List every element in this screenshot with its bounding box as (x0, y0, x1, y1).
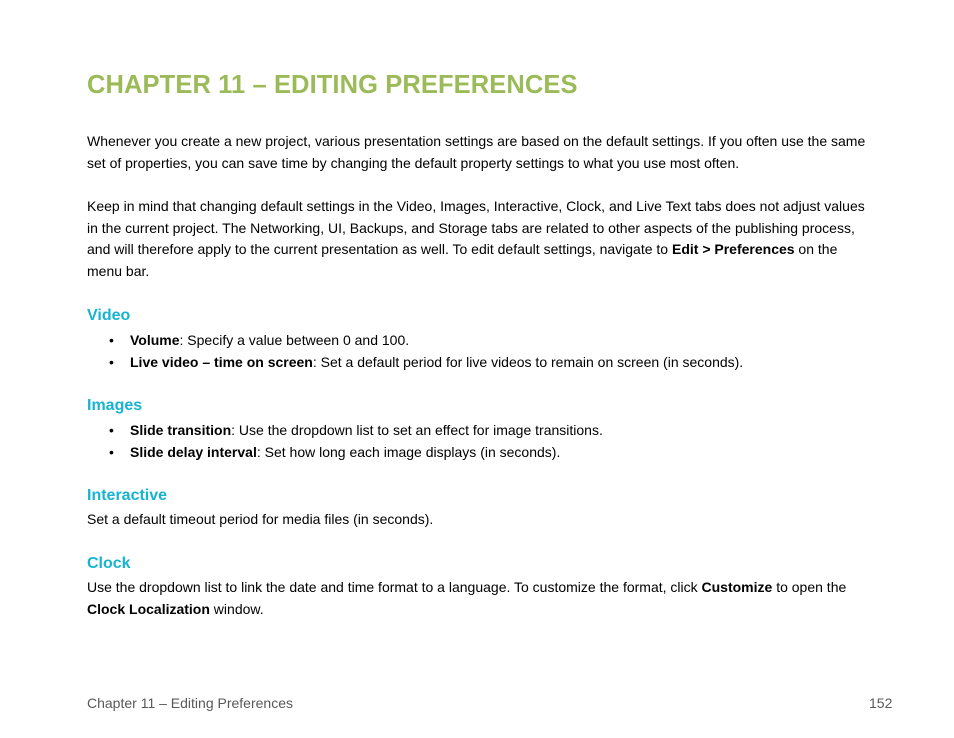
bullet-icon: • (109, 443, 114, 460)
list-item-term: Live video – time on screen (130, 353, 313, 370)
list-item-term: Slide delay interval (130, 443, 257, 460)
section-heading-interactive: Interactive (87, 487, 168, 504)
intro-paragraph-1: Whenever you create a new project, various presentation settings are based on the default settings. If you often use the same set of properties, you can save time by changing the default property settings to what you use most often. (87, 133, 866, 171)
interactive-paragraph: Set a default timeout period for media files (in seconds). (87, 511, 434, 527)
clock-localization-term: Clock Localization (87, 600, 210, 617)
footer-page-number: 152 (869, 695, 893, 711)
clock-paragraph (87, 577, 872, 620)
chapter-title: CHAPTER 11 – EDITING PREFERENCES (87, 71, 578, 99)
clock-paragraph-middle: to open the (772, 579, 847, 595)
list-item-text: : Set how long each image displays (in seconds). (256, 443, 561, 460)
video-bullet-list (87, 330, 872, 373)
list-item (87, 420, 872, 442)
customize-term: Customize (701, 579, 773, 595)
section-heading-video: Video (87, 307, 131, 324)
section-heading-images: Images (87, 397, 143, 414)
intro-paragraph-2 (87, 196, 872, 282)
images-bullet-list (87, 420, 872, 463)
bullet-icon: • (109, 332, 114, 348)
bullet-icon: • (109, 353, 114, 370)
bullet-icon: • (109, 422, 114, 438)
list-item-text: : Specify a value between 0 and 100. (179, 332, 410, 348)
list-item-term: Slide transition (130, 422, 232, 438)
section-heading-clock: Clock (87, 555, 131, 572)
list-item (87, 330, 872, 352)
list-item (87, 442, 872, 464)
footer-chapter-label: Chapter 11 – Editing Preferences (87, 695, 293, 711)
list-item-text: : Use the dropdown list to set an effect for image transitions. (231, 422, 603, 438)
menu-path: Edit > Preferences (671, 241, 795, 257)
intro-paragraph-2-text: Keep in mind that changing default settings in the Video, Images, Interactive, Clock, and Live Text tabs does not adjust values in the current project. The Networking, UI, Backups, and Storage tabs are related to other aspects of the publishing process, and will therefore apply to the current presentation as well. To edit default settings, navigate to (87, 198, 865, 257)
clock-paragraph-text: Use the dropdown list to link the date and time format to a language. To customize the format, click (87, 579, 702, 595)
list-item (87, 352, 872, 374)
list-item-text: : Set a default period for live videos to remain on screen (in seconds). (312, 353, 744, 370)
list-item-term: Volume (130, 332, 180, 348)
intro-paragraph-2-end: on the menu bar. (87, 241, 838, 279)
clock-paragraph-end: window. (209, 600, 264, 617)
